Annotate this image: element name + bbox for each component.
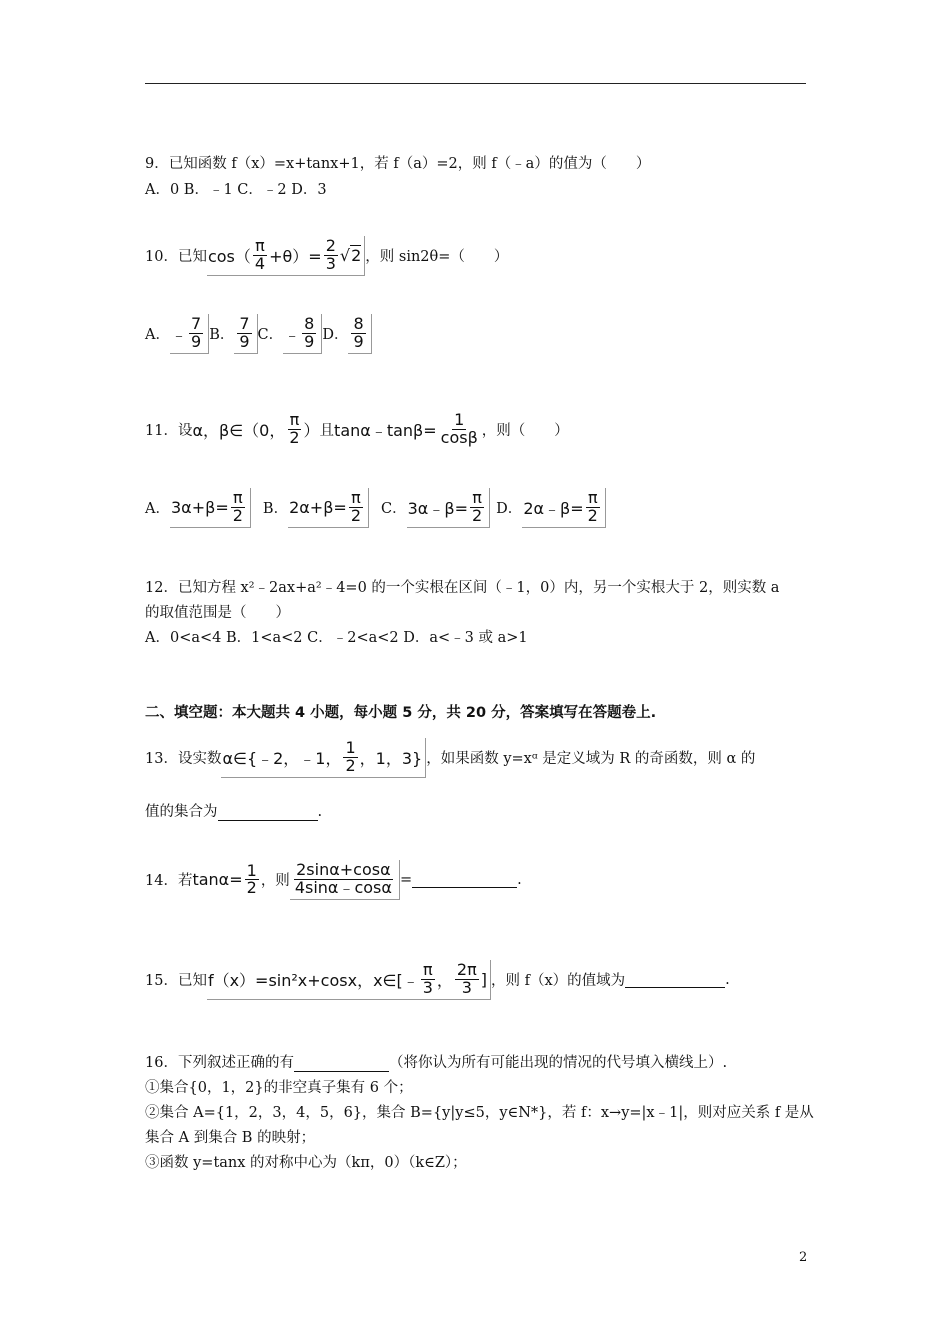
q10-option-a bbox=[170, 314, 209, 354]
q11-option-c-den: 2 bbox=[471, 505, 483, 525]
q16-stem-a: 16．下列叙述正确的有 bbox=[145, 1055, 294, 1071]
page-number: 2 bbox=[799, 1250, 808, 1265]
q10-option-a-num: 7 bbox=[191, 314, 202, 333]
q11-qie: 且 bbox=[319, 422, 335, 439]
q14-eq: = bbox=[399, 871, 413, 888]
q10-formula bbox=[207, 236, 365, 276]
q11-suffix: ，则（ ） bbox=[481, 422, 569, 439]
q12-line2: 的取值范围是（ ） bbox=[145, 605, 290, 621]
q16-stem bbox=[145, 1051, 727, 1072]
section-heading: 二、填空题：本大题共 4 小题，每小题 5 分，共 20 分，答案填写在答题卷上. bbox=[145, 705, 657, 721]
q10-option-c-frac bbox=[302, 316, 316, 351]
q11-option-c-expr: 3α﹣β= bbox=[407, 498, 468, 518]
q11-option-b bbox=[288, 488, 369, 528]
q10-plus-theta: +θ）= bbox=[269, 246, 322, 266]
q15-pi: π bbox=[422, 960, 433, 979]
q13-prefix: 13．设实数 bbox=[145, 751, 222, 768]
q10-option-c-sign: ﹣ bbox=[284, 324, 301, 344]
q13-set bbox=[221, 738, 426, 778]
q11-option-b-label: B． bbox=[262, 501, 289, 518]
q11-option-d-den: 2 bbox=[587, 505, 598, 525]
q14-two: 2 bbox=[246, 878, 257, 898]
q13-one: 1 bbox=[345, 738, 356, 757]
q16-item-3: ③函数 y=tanx 的对称中心为（kπ，0）（k∈Z）； bbox=[145, 1155, 467, 1171]
q11-option-a-expr: 3α+β= bbox=[170, 497, 229, 517]
q14-ratio-den: 4sinα﹣cosα bbox=[294, 877, 392, 897]
q11-cos-beta: cosβ bbox=[440, 427, 478, 447]
q14-stem bbox=[145, 860, 522, 900]
q10-option-c-den: 9 bbox=[304, 331, 315, 351]
q11-one-over-cosbeta bbox=[439, 412, 480, 447]
q14-prefix: 14．若 bbox=[145, 873, 193, 890]
q10-two-thirds bbox=[324, 238, 338, 273]
q10-option-c-label: C． bbox=[257, 327, 284, 344]
q14-tan-expr: tanα= bbox=[192, 870, 243, 890]
q16-item-2a: ②集合 A={1，2，3，4，5，6}，集合 B={y|y≤5，y∈N*}，若 f：x→y=|x﹣1|，则对应关系 f 是从 bbox=[145, 1105, 814, 1121]
q10-option-d-num: 8 bbox=[353, 314, 364, 333]
q15-2pi-over-3 bbox=[455, 962, 479, 997]
q9-options: A．0 B．﹣1 C．﹣2 D．3 bbox=[145, 182, 327, 198]
q14-one: 1 bbox=[246, 860, 257, 880]
q11-option-a-label: A． bbox=[145, 501, 170, 518]
q11-option-a-den: 2 bbox=[232, 505, 243, 525]
q16-stem-b: （将你认为所有可能出现的情况的代号填入横线上）. bbox=[388, 1055, 728, 1071]
q11-option-b-expr: 2α+β= bbox=[289, 497, 347, 517]
q10-option-b-den: 9 bbox=[239, 331, 250, 351]
q15-stem bbox=[145, 960, 730, 1000]
q11-option-b-den: 2 bbox=[350, 505, 362, 525]
q11-option-c-label: C． bbox=[381, 501, 407, 518]
q10-sqrt-sign: √ bbox=[339, 245, 351, 265]
q11-option-c bbox=[407, 488, 491, 528]
q11-option-b-pi: π bbox=[351, 488, 361, 507]
q11-option-a-frac bbox=[231, 490, 245, 525]
q11-stem bbox=[145, 412, 569, 447]
q13-two: 2 bbox=[345, 755, 356, 775]
q12-line1: 12．已知方程 x²﹣2ax+a²﹣4=0 的一个实根在区间（﹣1，0）内，另一个实根大于 2，则实数 a bbox=[145, 580, 780, 596]
q11-option-d-label: D． bbox=[496, 501, 523, 518]
q10-option-d bbox=[348, 314, 371, 354]
q15-answer-blank[interactable] bbox=[625, 971, 725, 988]
q15-three-2: 3 bbox=[461, 977, 472, 997]
q15-suffix: ，则 f（x）的值域为 bbox=[490, 973, 626, 990]
q14-end: . bbox=[517, 871, 522, 888]
q9-stem: 9．已知函数 f（x）=x+tanx+1，若 f（a）=2，则 f（﹣a）的值为（ ） bbox=[145, 156, 651, 172]
q11-alpha-beta: α，β∈（0， bbox=[192, 420, 286, 440]
q11-option-d-expr: 2α﹣β= bbox=[523, 498, 584, 518]
q13-set-open: α∈{﹣2，﹣1， bbox=[222, 748, 342, 768]
q10-stem bbox=[145, 236, 508, 276]
q10-option-b bbox=[234, 314, 257, 354]
q10-option-a-label: A． bbox=[145, 327, 170, 344]
q11-pi-over-2 bbox=[287, 412, 301, 447]
q16-answer-blank[interactable] bbox=[294, 1055, 389, 1072]
q10-pi-over-4 bbox=[253, 238, 267, 273]
q13-suffix: ，如果函数 y=xᵅ 是定义域为 R 的奇函数，则 α 的 bbox=[426, 751, 756, 768]
q11-option-c-pi: π bbox=[472, 488, 482, 507]
q14-ratio-frac bbox=[293, 862, 394, 897]
q10-option-d-den: 9 bbox=[353, 331, 364, 351]
q15-formula bbox=[207, 960, 491, 1000]
header-rule bbox=[145, 83, 806, 84]
q10-sqrt-value: 2 bbox=[351, 246, 362, 266]
q10-suffix: ，则 sin2θ=（ ） bbox=[365, 249, 509, 266]
q13-answer-blank[interactable] bbox=[218, 804, 318, 821]
q15-prefix: 15．已知 bbox=[145, 973, 207, 990]
q11-tan-expr: tanα﹣tanβ= bbox=[334, 420, 437, 440]
q15-pi-over-3 bbox=[421, 962, 435, 997]
q10-option-d-label: D． bbox=[322, 327, 349, 344]
q10-option-b-frac bbox=[237, 316, 251, 351]
q13-line2 bbox=[145, 800, 322, 821]
q15-close: ] bbox=[480, 969, 487, 989]
q15-f-expr: f（x）=sin²x+cosx，x∈[﹣ bbox=[207, 970, 419, 990]
q15-two-pi: 2π bbox=[456, 960, 477, 979]
q11-option-d-frac bbox=[586, 490, 600, 525]
q12-options: A．0<a<4 B．1<a<2 C．﹣2<a<2 D．a<﹣3 或 a>1 bbox=[145, 630, 528, 646]
q11-option-d-pi: π bbox=[587, 488, 598, 507]
q11-option-c-frac bbox=[470, 490, 484, 525]
q10-option-c-num: 8 bbox=[304, 314, 315, 333]
q13-stem bbox=[145, 738, 755, 778]
q10-three: 3 bbox=[325, 253, 336, 273]
q10-option-d-frac bbox=[351, 316, 365, 351]
q14-ratio bbox=[290, 860, 400, 900]
q14-ratio-num: 2sinα+cosα bbox=[296, 860, 391, 879]
q11-two: 2 bbox=[289, 427, 300, 447]
q13-set-close: ，1，3} bbox=[359, 748, 423, 768]
q13-end: . bbox=[317, 804, 323, 820]
q11-options bbox=[145, 488, 606, 528]
q11-pi: π bbox=[289, 410, 300, 429]
q14-half bbox=[245, 860, 259, 898]
q11-close: ） bbox=[303, 420, 320, 440]
q13-half bbox=[343, 740, 357, 775]
q11-option-b-frac bbox=[349, 490, 363, 525]
q11-option-a-pi: π bbox=[233, 488, 243, 507]
q10-option-b-label: B． bbox=[209, 327, 235, 344]
q10-cos: cos（ bbox=[207, 246, 251, 266]
q13-line2-text: 值的集合为 bbox=[145, 804, 218, 820]
q16-item-2b: 集合 A 到集合 B 的映射； bbox=[145, 1130, 316, 1146]
q11-one: 1 bbox=[454, 410, 465, 429]
q10-options bbox=[145, 314, 372, 354]
q14-answer-blank[interactable] bbox=[412, 871, 517, 888]
q11-prefix: 11．设 bbox=[145, 422, 193, 439]
q10-four: 4 bbox=[254, 253, 266, 273]
q16-item-1: ①集合{0，1，2}的非空真子集有 6 个； bbox=[145, 1080, 413, 1096]
q10-prefix: 10．已知 bbox=[145, 249, 207, 266]
q10-pi: π bbox=[255, 236, 265, 255]
q10-option-c bbox=[283, 314, 322, 354]
q10-option-a-frac bbox=[189, 316, 203, 351]
q15-comma: ， bbox=[436, 970, 453, 990]
q10-option-a-sign: ﹣ bbox=[170, 324, 187, 344]
q15-end: . bbox=[725, 971, 730, 988]
q10-two: 2 bbox=[325, 236, 336, 255]
q15-three: 3 bbox=[422, 977, 433, 997]
q11-option-a bbox=[170, 488, 251, 528]
q11-option-d bbox=[522, 488, 606, 528]
q10-option-b-num: 7 bbox=[239, 314, 250, 333]
q14-mid: ，则 bbox=[260, 873, 290, 890]
q10-option-a-den: 9 bbox=[191, 331, 202, 351]
